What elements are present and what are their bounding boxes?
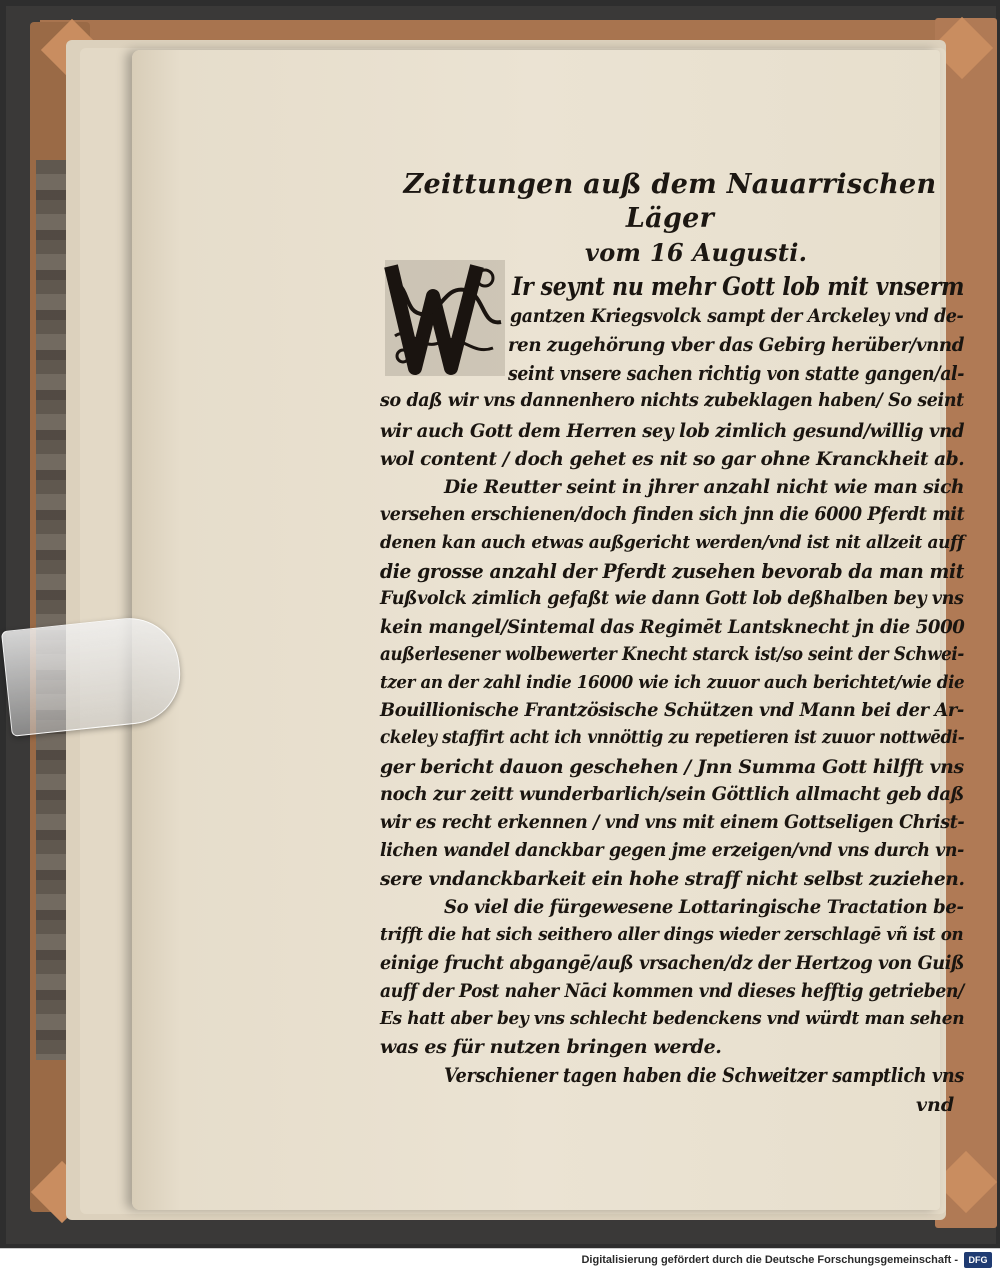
text-line: Ir seynt nu mehr Gott lob mit vnserm: [512, 272, 965, 301]
text-line: Bouillionische Frantzösische Schützen vnd Mann bei der Ar-: [380, 700, 964, 721]
dfg-logo-icon: DFG: [964, 1252, 992, 1268]
footer-credit: Digitalisierung gefördert durch die Deutsche Forschungsgemeinschaft -: [581, 1254, 958, 1266]
text-line: so daß wir vns dannenhero nichts zubeklagen haben/ So seint: [380, 390, 964, 411]
text-line: Die Reutter seint in jhrer anzahl nicht wie man sich: [444, 476, 965, 498]
text-line: versehen erschienen/doch finden sich jnn die 6000 Pferdt mit: [380, 504, 965, 525]
heading-line-2: vom 16 Augusti.: [585, 238, 808, 267]
text-line: noch zur zeitt wunderbarlich/sein Göttlich allmacht geb daß: [380, 784, 964, 805]
text-line: was es für nutzen bringen werde.: [380, 1036, 722, 1058]
text-line: ren zugehörung vber das Gebirg herüber/vnnd: [508, 334, 965, 356]
text-line: Fußvolck zimlich gefaßt wie dann Gott lob deßhalben bey vns: [380, 588, 964, 609]
text-line: trifft die hat sich seithero aller dings wieder zerschlagē vñ ist on: [380, 924, 964, 945]
text-line: sere vndanckbarkeit ein hohe straff nicht selbst zuziehen.: [380, 868, 965, 890]
page-heading: [380, 168, 960, 270]
text-line: gantzen Kriegsvolck sampt der Arckeley vnd de-: [510, 305, 964, 327]
text-line: tzer an der zahl indie 16000 wie ich zuuor auch berichtet/wie die: [380, 672, 965, 693]
text-line: einige frucht abgangē/auß vrsachen/dz der Hertzog von Guiß: [380, 952, 965, 974]
text-line: die grosse anzahl der Pferdt zusehen bevorab da man mit: [380, 560, 965, 583]
text-line: auff der Post naher Nāci kommen vnd dieses hefftig getrieben/: [380, 980, 964, 1002]
text-line: kein mangel/Sintemal das Regimēt Lantsknecht jn die 5000: [380, 616, 965, 638]
text-line: ger bericht dauon geschehen / Jnn Summa Gott hilfft vns: [380, 756, 964, 778]
text-line: wir es recht erkennen / vnd vns mit einem Gottseligen Christ-: [380, 812, 965, 833]
text-line: wol content / doch gehet es nit so gar ohne Kranckheit ab.: [380, 448, 965, 470]
text-line: wir auch Gott dem Herren sey lob zimlich gesund/willig vnd: [380, 420, 965, 442]
text-line: ckeley staffirt acht ich vnnöttig zu repetieren ist zuuor nottwēdi-: [380, 728, 965, 748]
catchword: vnd: [916, 1094, 955, 1116]
decorated-initial-w-icon: [381, 256, 509, 380]
text-line: außerlesener wolbewerter Knecht starck ist/so seint der Schwei-: [380, 644, 965, 665]
text-line: Verschiener tagen haben die Schweitzer samptlich vns: [444, 1064, 964, 1087]
heading-line-1: Zeittungen auß dem Nauarrischen Läger: [403, 169, 937, 234]
text-line: So viel die fürgewesene Lottaringische Tractation be-: [444, 896, 964, 918]
text-line: seint vnsere sachen richtig von statte gangen/al-: [508, 362, 965, 385]
text-line: Es hatt aber bey vns schlecht bedenckens vnd würdt man sehen: [380, 1008, 965, 1029]
text-line: lichen wandel danckbar gegen jme erzeigen/vnd vns durch vn-: [380, 840, 964, 861]
footer-bar: [0, 1248, 1000, 1273]
text-line: denen kan auch etwas außgericht werden/vnd ist nit allzeit auff: [380, 532, 964, 553]
